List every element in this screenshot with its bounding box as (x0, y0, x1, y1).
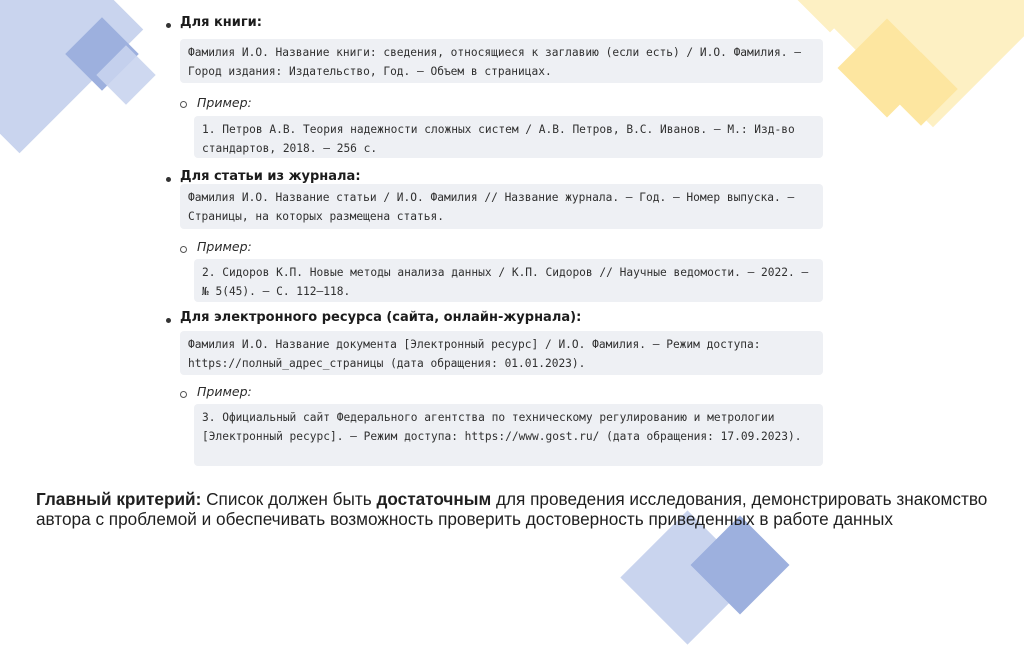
example-book: 1. Петров А.В. Теория надежности сложных систем / А.В. Петров, В.С. Иванов. – М.: Изд-во стандартов, 2018. – 256 с. (194, 116, 823, 158)
section-title-electronic: Для электронного ресурса (сайта, онлайн-журнала): (180, 310, 582, 325)
bullet-icon (166, 177, 171, 182)
section-title-book: Для книги: (180, 15, 262, 30)
example-article: 2. Сидоров К.П. Новые методы анализа данных / К.П. Сидоров // Научные ведомости. – 2022. – № 5(45). – С. 112–118. (194, 259, 823, 302)
template-book: Фамилия И.О. Название книги: сведения, относящиеся к заглавию (если есть) / И.О. Фамилия. – Город издания: Издательство, Год. – Объем в страницах. (180, 39, 823, 83)
criterion-part2: для проведения исследования, демонстрировать знакомство автора с проблемой и обеспечивать возможность проверить достоверность приведенных в работе данных (36, 489, 988, 529)
criterion-emphasis: достаточным (376, 489, 492, 509)
bullet-icon (166, 318, 171, 323)
criterion-lead: Главный критерий: (36, 489, 202, 509)
circle-bullet-icon (180, 391, 187, 398)
template-electronic: Фамилия И.О. Название документа [Электронный ресурс] / И.О. Фамилия. – Режим доступа: https://полный_адрес_страницы (дата обращения: 01.01.2023). (180, 331, 823, 375)
bullet-icon (166, 23, 171, 28)
example-label: Пример: (197, 384, 252, 399)
main-criterion-text (36, 490, 1021, 529)
example-label: Пример: (197, 95, 252, 110)
template-article: Фамилия И.О. Название статьи / И.О. Фамилия // Название журнала. – Год. – Номер выпуска. – Страницы, на которых размещена статья. (180, 184, 823, 229)
circle-bullet-icon (180, 246, 187, 253)
criterion-part1: Список должен быть (201, 489, 377, 509)
example-electronic: 3. Официальный сайт Федерального агентства по техническому регулированию и метрологии [Электронный ресурс]. – Режим доступа: https://www.gost.ru/ (дата обращения: 17.09.2023). (194, 404, 823, 466)
example-label: Пример: (197, 239, 252, 254)
section-title-article: Для статьи из журнала: (180, 169, 361, 184)
circle-bullet-icon (180, 101, 187, 108)
